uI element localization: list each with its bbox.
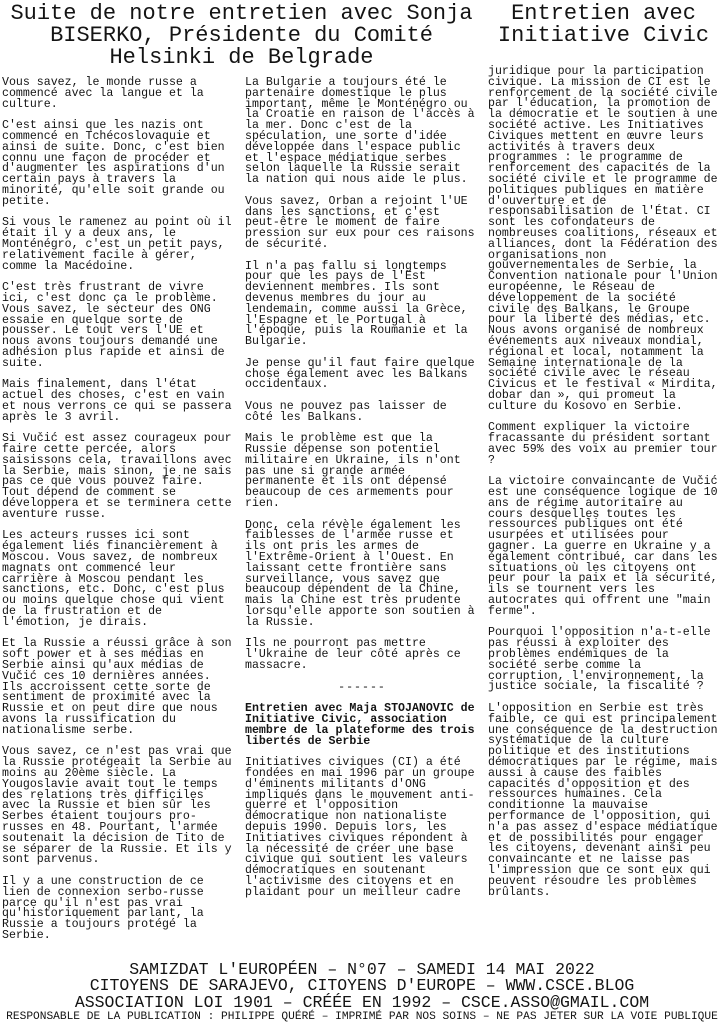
paragraph: Vous savez, le monde russe a commencé avec la langue et la culture. (2, 76, 204, 111)
paragraph: C'est ainsi que les nazis ont commencé en Tchécoslovaquie et ainsi de suite. Donc, c'est bien connu une façon de procéder et d'augmenter les aspirations d'un certain pays à travers la minorité, qu'elle soit grande ou petite. (2, 119, 225, 208)
paragraph: Il n'a pas fallu si longtemps pour que les pays de l'Est deviennent membres. Ils sont devenus membres du jour au lendemain, comme aussi la Grèce, l'Espagne et le Portugal à l'époque, puis la Roumanie et la Bulgarie. (245, 259, 468, 349)
article-title-right: Entretien avec Initiative Civic (497, 1, 710, 48)
article-columns (0, 65, 724, 962)
column-3 (488, 67, 722, 962)
paragraph: Pourquoi l'opposition n'a-t-elle pas réussi à exploiter des problèmes endémiques de la société serbe comme la corruption, l'environnement, la justice sociale, la fiscalité ? (488, 626, 711, 694)
paragraph: Donc, cela révèle également les faiblesses de l'armée russe et ils ont pris les armes de l'Extrême-Orient à l'Ouest. En laissant cette frontière sans surveillance, vous savez que beaucoup dépendent de la Chine, mais la Chine est très prudente lorsqu'elle apporte son soutien à la Russie. (245, 518, 475, 629)
footer-legal-line: RESPONSABLE DE LA PUBLICATION : PHILIPPE QUÉRÉ – IMPRIMÉ PAR NOS SOINS – NE PAS JETER SUR LA VOIE PUBLIQUE (6, 1011, 718, 1023)
publication-footer (0, 959, 724, 1024)
paragraph: Mais finalement, dans l'état actuel des choses, c'est en vain et nous verrons ce qui se passera après le 3 avril. (2, 378, 232, 424)
paragraph: Vous ne pouvez pas laisser de côté les Balkans. (245, 399, 447, 424)
section-subheading: Entretien avec Maja STOJANOVIC de Initiative Civic, association membre de la plateforme des trois libertés de Serbie (245, 702, 475, 748)
paragraph: Je pense qu'il faut faire quelque chose également avec les Balkans occidentaux. (245, 356, 475, 392)
paragraph: Vous savez, ce n'est pas vrai que la Russie protégeait la Serbie au moins au 20ème siècle. La Yougoslavie avait tout le temps des relations très difficiles avec la Russie et bien sûr les Serbes étaient toujours pro-russes en 48. Pourtant, l'armée soutenait la décision de Tito de se séparer de la Russie. Et ils y sont parvenus. (2, 745, 232, 867)
paragraph: Il y a une construction de ce lien de connexion serbo-russe parce qu'il n'est pas vrai qu'historiquement parlant, la Russie a toujours protégé la Serbie. (2, 874, 204, 942)
footer-citizens-line: CITOYENS DE SARAJEVO, CITOYENS D'EUROPE – WWW.CSCE.BLOG (89, 976, 635, 995)
paragraph: Les acteurs russes ici sont également liés financièrement à Moscou. Vous savez, de nombreux magnats ont commencé leur carrière à Moscou pendant les sanctions, etc. Donc, c'est plus ou moins quelque chose qui vient de la frustration et de l'émotion, je dirais. (2, 529, 225, 629)
column-1 (2, 78, 236, 962)
paragraph: Vous savez, Orban a rejoint l'UE dans les sanctions, et c'est peut-être le moment de faire pression sur eux pour ces raisons de sécurité. (245, 194, 475, 251)
section-divider: ------ (338, 680, 386, 694)
paragraph: Comment expliquer la victoire fracassante du président sortant avec 59% des voix au premier tour ? (488, 421, 718, 467)
footer-association-line: ASSOCIATION LOI 1901 – CRÉÉE EN 1992 – CSCE.ASSO@GMAIL.COM (74, 992, 650, 1012)
footer-masthead-line: SAMIZDAT L'EUROPÉEN – N°07 – SAMEDI 14 MAI 2022 (129, 959, 595, 979)
paragraph: juridique pour la participation civique. La mission de CI est le renforcement de la société civile par l'éducation, la promotion de la démocratie et le soutien à une société active. Les Initiatives Civiques mettent en œuvre leurs activités à travers deux programmes : le programme de renforcement des capacités de la société civile et le programme de politiques publiques en matière d'ouverture et de responsabilisation de l'État. CI sont les cofondateurs de nombreuses coalitions, réseaux et alliances, dont la Fédération des organisations non gouvernementales de Serbie, la Convention nationale pour l'Union européenne, le Réseau de développement de la société civile des Balkans, le Groupe pour la liberté des médias, etc. Nous avons organisé de nombreux événements aux niveaux mondial, régional et local, notamment la Semaine internationale de la société civile avec le réseau Civicus et le festival « Mirdita, dobar dan », qui promeut la culture du Kosovo en Serbie. (488, 65, 718, 413)
paragraph: C'est très frustrant de vivre ici, c'est donc ça le problème. Vous savez, le secteur des ONG essaie en quelque sorte de pousser. Le tout vers l'UE et nous avons toujours demandé une adhésion plus rapide et ainsi de suite. (2, 281, 225, 370)
paragraph: Si Vučić est assez courageux pour faire cette percée, alors saisissons cela, travaillons avec la Serbie, mais sinon, je ne sais pas ce que vous pouvez faire. Tout dépend de comment se développera et se terminera cette aventure russe. (2, 432, 232, 521)
paragraph: Si vous le ramenez au point où il était il y a deux ans, le Monténégro, c'est un petit pays, relativement facile à gérer, comme la Macédoine. (2, 216, 232, 273)
paragraph: L'opposition en Serbie est très faible, ce qui est principalement une conséquence de la destruction systématique de la culture politique et des institutions démocratiques par le régime, mais aussi à cause des faibles capacités d'opposition et des ressources humaines. Cela conditionne la mauvaise performance de l'opposition, qui n'a pas assez d'espace médiatique et de possibilités pour engager les citoyens, devenant ainsi peu convaincante et ne laisse pas l'impression que ce sont eux qui peuvent résoudre les problèmes brûlants. (488, 702, 718, 899)
article-title-left: Suite de notre entretien avec Sonja BISERKO, Présidente du Comité Helsinki de Belgrade (10, 1, 473, 70)
paragraph: Et la Russie a réussi grâce à son soft power et à ses médias en Serbie ainsi qu'aux médias de Vučić ces 10 dernières années. Ils accroissent cette sorte de sentiment de proximité avec la Russie et on peut dire que nous avons la russification du nationalisme serbe. (2, 637, 232, 737)
paragraph: Ils ne pourront pas mettre l'Ukraine de leur côté après ce massacre. (245, 637, 461, 673)
column-2 (245, 78, 479, 962)
paragraph: La victoire convaincante de Vučić est une conséquence logique de 10 ans de régime autoritaire au cours desquelles toutes les ressources publiques ont été usurpées et utilisées pour gagner. La guerre en Ukraine y a également contribué, car dans les situations où les citoyens ont peur pour la paix et la sécurité, ils se tournent vers les autocrates qui offrent une "main ferme". (488, 475, 718, 618)
paragraph: La Bulgarie a toujours été le partenaire domestique le plus important, même le Monténégro ou la Croatie en raison de l'accès à la mer. Donc c'est de la spéculation, une sorte d'idée développée dans l'espace public et l'espace médiatique serbes selon laquelle la Russie serait la nation qui nous aide le plus. (245, 76, 475, 187)
paragraph: Initiatives civiques (CI) a été fondées en mai 1996 par un groupe d'éminents militants d'ONG impliqués dans le mouvement anti-guerre et l'opposition démocratique non nationaliste depuis 1990. Depuis lors, les Initiatives civiques répondent à la nécessité de créer une base civique qui soutient les valeurs démocratiques en soutenant l'activisme des citoyens et en plaidant pour un meilleur cadre (245, 756, 475, 899)
paragraph: Mais le problème est que la Russie dépense son potentiel militaire en Ukraine, ils n'ont pas une si grande armée permanente et ils ont dépensé beaucoup de ces armements pour rien. (245, 432, 461, 511)
masthead (0, 0, 724, 69)
